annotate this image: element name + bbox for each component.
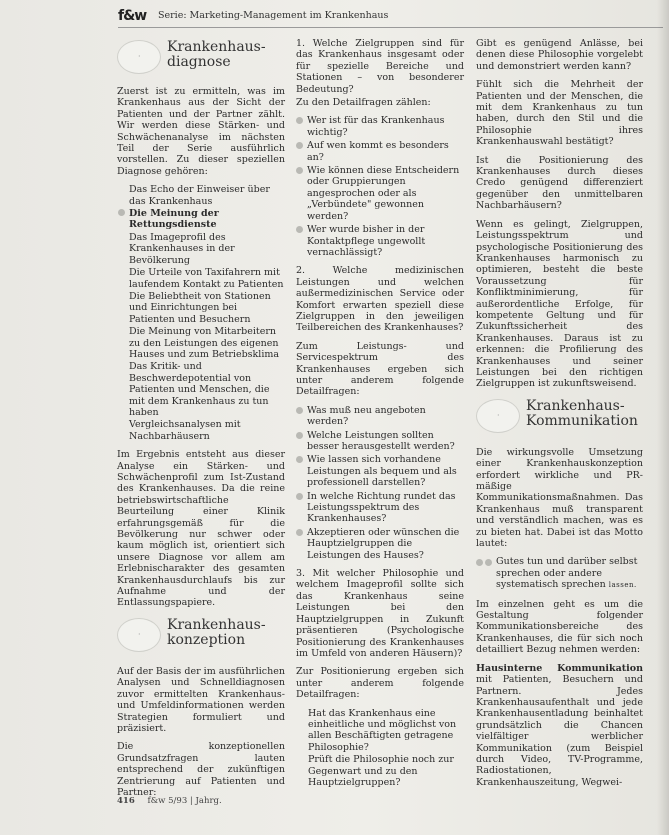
bullet-item: Akzeptieren oder wünschen die Hauptzielgruppen die Leistungen des Hauses? <box>296 527 464 561</box>
header-rule <box>118 27 663 28</box>
bullet-icon <box>296 226 303 233</box>
page-footer <box>117 796 222 806</box>
heading-text: Krankenhaus-konzeption <box>167 616 266 648</box>
paragraph: Die wirkungsvolle Umsetzung einer Krankenhauskonzeption erfordert wirkliche und PR-mäßige Kommunikationsmaßnahmen. Das Krankenhaus muß transparent und verständlich machen, was es zu bieten hat. Dabei ist das Motto lautet: <box>476 446 643 550</box>
bullet-icon <box>296 493 303 500</box>
bullet-item: Was muß neu angeboten werden? <box>296 405 464 428</box>
heading-text: Krankenhaus-Kommunikation <box>526 397 638 429</box>
heading-circle-icon: · <box>117 618 161 652</box>
bullet-icon <box>296 142 303 149</box>
paragraph: Im einzelnen geht es um die Gestaltung folgender Kommunikationsbereiche des Krankenhauses, die für sich noch detailliert Bezug nehmen werden: <box>476 598 643 656</box>
bullet-icon <box>296 407 303 414</box>
question-2: 2. Welche medizinischen Leistungen und welchen außermedizinischen Service oder Komfort erwarten speziell diese Zielgruppen in den jeweiligen Teilbereichen des Krankenhauses? <box>296 265 464 334</box>
heading-circle-icon: · <box>117 40 161 74</box>
list-item-text: Die Meinung der Rettungsdienste <box>129 208 219 231</box>
quote-bullets-icon <box>476 558 494 569</box>
list-item: Hat das Krankenhaus eine einheitliche und möglichst von allen Beschäftigten getragene Philosophie? <box>308 707 457 753</box>
quote-small-text: lassen. <box>608 581 637 590</box>
paragraph: Gibt es genügend Anlässe, bei denen diese Philosophie vorgelebt und demonstriert werden kann? <box>476 38 643 72</box>
bullet-item: Wie können diese Entscheidern oder Gruppierungen angesprochen oder als „Verbündete" gewonnen werden? <box>296 165 464 222</box>
question-3-intro: Zur Positionierung ergeben sich unter anderem folgende Detailfragen: <box>296 666 464 701</box>
page-header <box>118 8 658 26</box>
bullet-item: Wer wurde bisher in der Kontaktpflege ungewollt vernachlässigt? <box>296 224 464 258</box>
question-1: 1. Welche Zielgruppen sind für das Krankenhaus insgesamt oder für spezielle Bereiche und Stationen – von besonderer Bedeutung? <box>296 38 464 95</box>
bullet-icon <box>296 167 303 174</box>
list-item-highlight <box>117 208 285 231</box>
binding-shadow <box>657 0 669 835</box>
bullet-icon <box>296 456 303 463</box>
question-2-intro: Zum Leistungs- und Servicespektrum des Krankenhauses ergeben sich unter anderem folgende Detailfragen: <box>296 340 464 398</box>
bullet-item: Wer ist für das Krankenhaus wichtig? <box>296 115 464 138</box>
bullet-item: Auf wen kommt es besonders an? <box>296 140 464 163</box>
column-3 <box>476 38 643 795</box>
list-item: Vergleichsanalysen mit Nachbarhäusern <box>129 419 241 442</box>
paragraph: Fühlt sich die Mehrheit der Patienten und der Menschen, die mit dem Krankenhaus zu tun haben, durch den Stil und die Philosophie ihres Krankenhauswahl bestätigt? <box>476 79 643 148</box>
section-heading-konzeption <box>117 616 285 660</box>
list-item: Das Kritik- und Beschwerdepotential von Patienten und Menschen, die mit dem Krankenhaus zu tun haben <box>129 361 270 418</box>
quote-text: Gutes tun und darüber selbst sprechen oder andere systematisch sprechen <box>496 556 638 591</box>
bullet-item: Wie lassen sich vorhandene Leistungen als bequem und als professionell darstellen? <box>296 454 464 488</box>
journal-logo: f&w <box>118 8 147 24</box>
list-item: Die Urteile von Taxifahrern mit laufendem Kontakt zu Patienten <box>129 267 284 290</box>
bullet-icon <box>296 529 303 536</box>
paragraph: Ist die Positionierung des Krankenhauses durch dieses Credo genügend differenziert gegenüber den unmittelbaren Nachbarhäusern? <box>476 154 643 212</box>
paragraph: Die konzeptionellen Grundsatzfragen lauten entsprechend der zukünftigen Zentrierung auf Patienten und Partner: <box>117 741 285 798</box>
section-heading-kommunikation <box>476 397 643 441</box>
heading-text: Krankenhaus-diagnose <box>167 39 266 70</box>
detail-questions-1 <box>296 115 464 258</box>
paragraph: Auf der Basis der im ausführlichen Analysen und Schnelldiagnosen zuvor ermittelten Krankenhaus- und Umfeldinformationen werden Strategien formuliert und präzisiert. <box>117 665 285 734</box>
detail-questions-3 <box>296 708 464 789</box>
heading-circle-icon: · <box>476 399 520 433</box>
question-3: 3. Mit welcher Philosophie und welchem Imageprofil sollte sich das Krankenhaus seine Leistungen bei den Hauptzielgruppen in Zukunft präsentieren (Psychologische Positionierung des Krankenhauses im Umfeld von anderen Häusern)? <box>296 568 464 659</box>
list-item: Die Beliebtheit von Stationen und Einrichtungen bei Patienten und Besuchern <box>129 290 271 325</box>
column-1 <box>117 38 285 805</box>
subheading: Hausinterne Kommunikation <box>476 662 643 674</box>
detail-questions-2 <box>296 405 464 561</box>
list-item: Prüft die Philosophie noch zur Gegenwart und zu den Hauptzielgruppen? <box>308 754 454 788</box>
series-title: Serie: Marketing-Management im Krankenhaus <box>158 10 389 21</box>
page-number: 416 <box>117 796 135 806</box>
question-1-intro: Zu den Detailfragen zählen: <box>296 97 431 109</box>
motto-quote <box>476 556 643 591</box>
section-heading-diagnose <box>117 38 285 80</box>
column-2 <box>296 38 464 795</box>
bullet-icon <box>296 432 303 439</box>
paragraph: Wenn es gelingt, Zielgruppen, Leistungsspektrum und psychologische Positionierung des Krankenhauses harmonisch zu optimieren, besteht die beste Voraussetzung für Konfliktminimierung, für außerordentliche Erfolge, für kompetente Geltung und für Zukunftssicherheit des Krankenhauses. Daraus ist zu erkennen: die Profilierung des Krankenhauses und seiner Leistungen bei den richtigen Zielgruppen ist zukunftsweisend. <box>476 218 643 390</box>
paragraph: Im Ergebnis entsteht aus dieser Analyse ein Stärken- und Schwächenprofil zum Ist-Zustand des Krankenhauses. Da die reine betriebswirtschaftliche Beurteilung einer Klinik erfahrungsgemäß für die Bevölkerung nur schwer oder kaum möglich ist, orientiert sich unsere Diagnose vor allem am Erlebnischarakter des gesamten Krankenhausdurchlaufs bis zur Aufnahme und der Entlassungspapiere. <box>117 449 285 609</box>
bullet-item: In welche Richtung rundet das Leistungsspektrum des Krankenhauses? <box>296 491 464 525</box>
paragraph-internal-communication <box>476 663 643 788</box>
bullet-icon <box>296 117 303 124</box>
list-item: Das Imageprofil des Krankenhauses in der Bevölkerung <box>129 231 235 266</box>
bullet-icon <box>118 209 125 216</box>
list-item: Die Meinung von Mitarbeitern zu den Leistungen des eigenen Hauses und zum Betriebsklima <box>129 326 280 360</box>
bullet-item: Welche Leistungen sollten besser herausgestellt werden? <box>296 430 464 453</box>
paragraph: Zuerst ist zu ermitteln, was im Krankenhaus aus der Sicht der Patienten und der Partner zählt. Wir werden diese Stärken- und Schwächenanalyse im nächsten Teil der Serie ausführlich vorstellen. Zu dieser speziellen Diagnose gehören: <box>117 86 285 177</box>
paragraph-text: mit Patienten, Besuchern und Partnern. Jedes Krankenhausaufenthalt und jede Krankenhausentladung beinhaltet grundsätzlich die Chancen vielfältiger werblicher Kommunikation (zum Beispiel durch Video, TV-Programme, Radiostationen, Krankenhauszeitung, Wegwei- <box>476 674 643 788</box>
journal-issue: f&w 5/93 | Jahrg. <box>147 796 222 806</box>
list-item: Das Echo der Einweiser über das Krankenhaus <box>129 184 270 207</box>
diagnosis-list <box>117 184 285 442</box>
